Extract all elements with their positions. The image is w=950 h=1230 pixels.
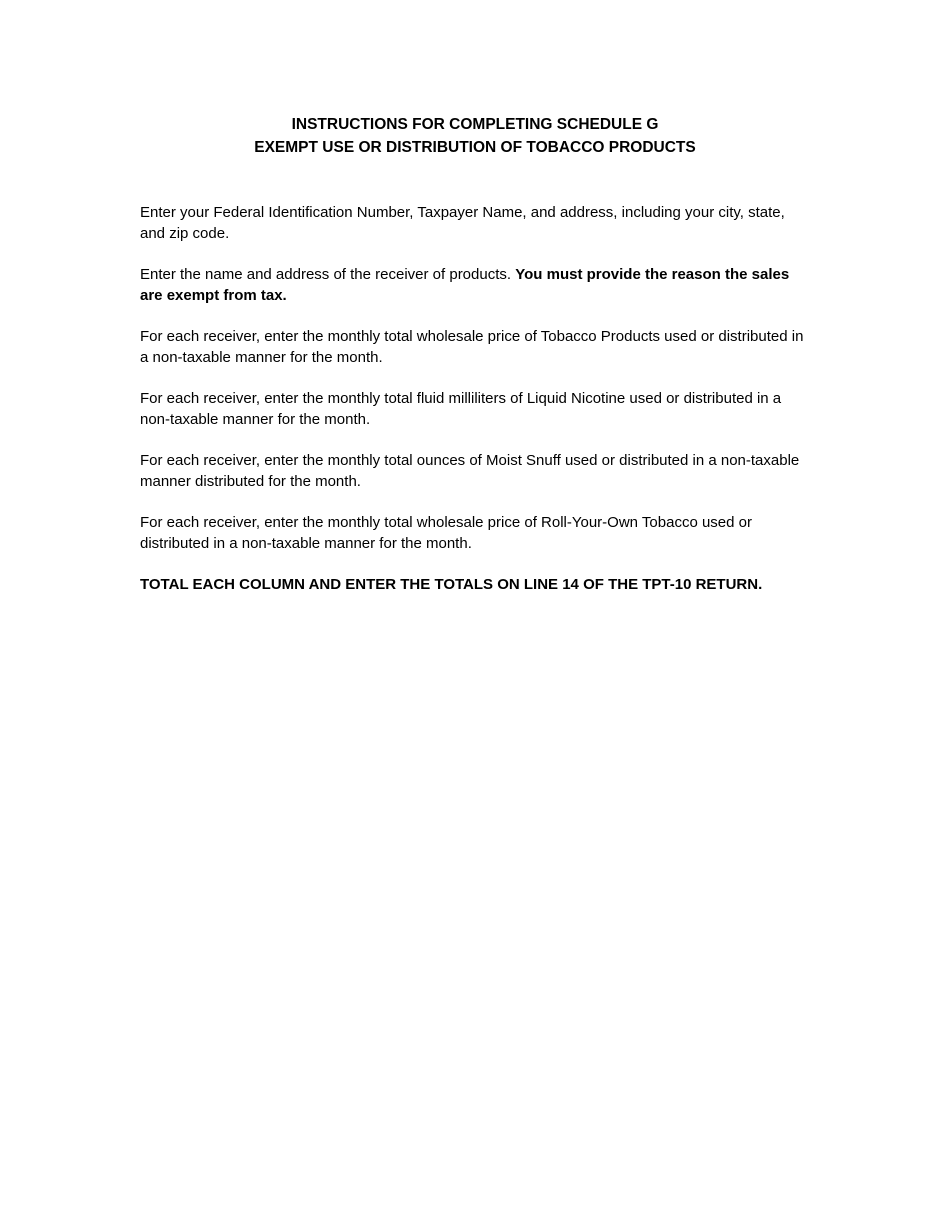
paragraph-text: For each receiver, enter the monthly total fluid milliliters of Liquid Nicotine used or distributed in a non-taxable manner for the month. — [140, 390, 782, 428]
closing-instruction: TOTAL EACH COLUMN AND ENTER THE TOTALS ON LINE 14 OF THE TPT-10 RETURN. — [140, 576, 763, 593]
instruction-paragraph-roll-your-own — [140, 512, 810, 554]
instruction-paragraph-liquid-nicotine — [140, 388, 810, 430]
instruction-paragraph-receiver — [140, 264, 810, 306]
paragraph-text: For each receiver, enter the monthly total wholesale price of Roll-Your-Own Tobacco used or distributed in a non-taxable manner for the month. — [140, 514, 752, 552]
instruction-paragraph-moist-snuff — [140, 450, 810, 492]
paragraph-text: For each receiver, enter the monthly total ounces of Moist Snuff used or distributed in a non-taxable manner distributed for the month. — [140, 452, 800, 490]
document-title — [0, 113, 950, 159]
instructions-body — [140, 202, 810, 595]
receiver-emphasis-text: You must provide the reason the sales are exempt from tax. — [140, 266, 790, 304]
paragraph-text: For each receiver, enter the monthly total wholesale price of Tobacco Products used or distributed in a non-taxable manner for the month. — [140, 328, 804, 366]
instruction-paragraph-identification — [140, 202, 810, 244]
paragraph-text: Enter your Federal Identification Number, Taxpayer Name, and address, including your city, state, and zip code. — [140, 204, 785, 242]
title-line-1: INSTRUCTIONS FOR COMPLETING SCHEDULE G — [291, 116, 659, 133]
paragraph-text: Enter the name and address of the receiver of products. — [140, 266, 516, 283]
title-line-2: EXEMPT USE OR DISTRIBUTION OF TOBACCO PRODUCTS — [254, 139, 696, 156]
instruction-paragraph-tobacco-products — [140, 326, 810, 368]
